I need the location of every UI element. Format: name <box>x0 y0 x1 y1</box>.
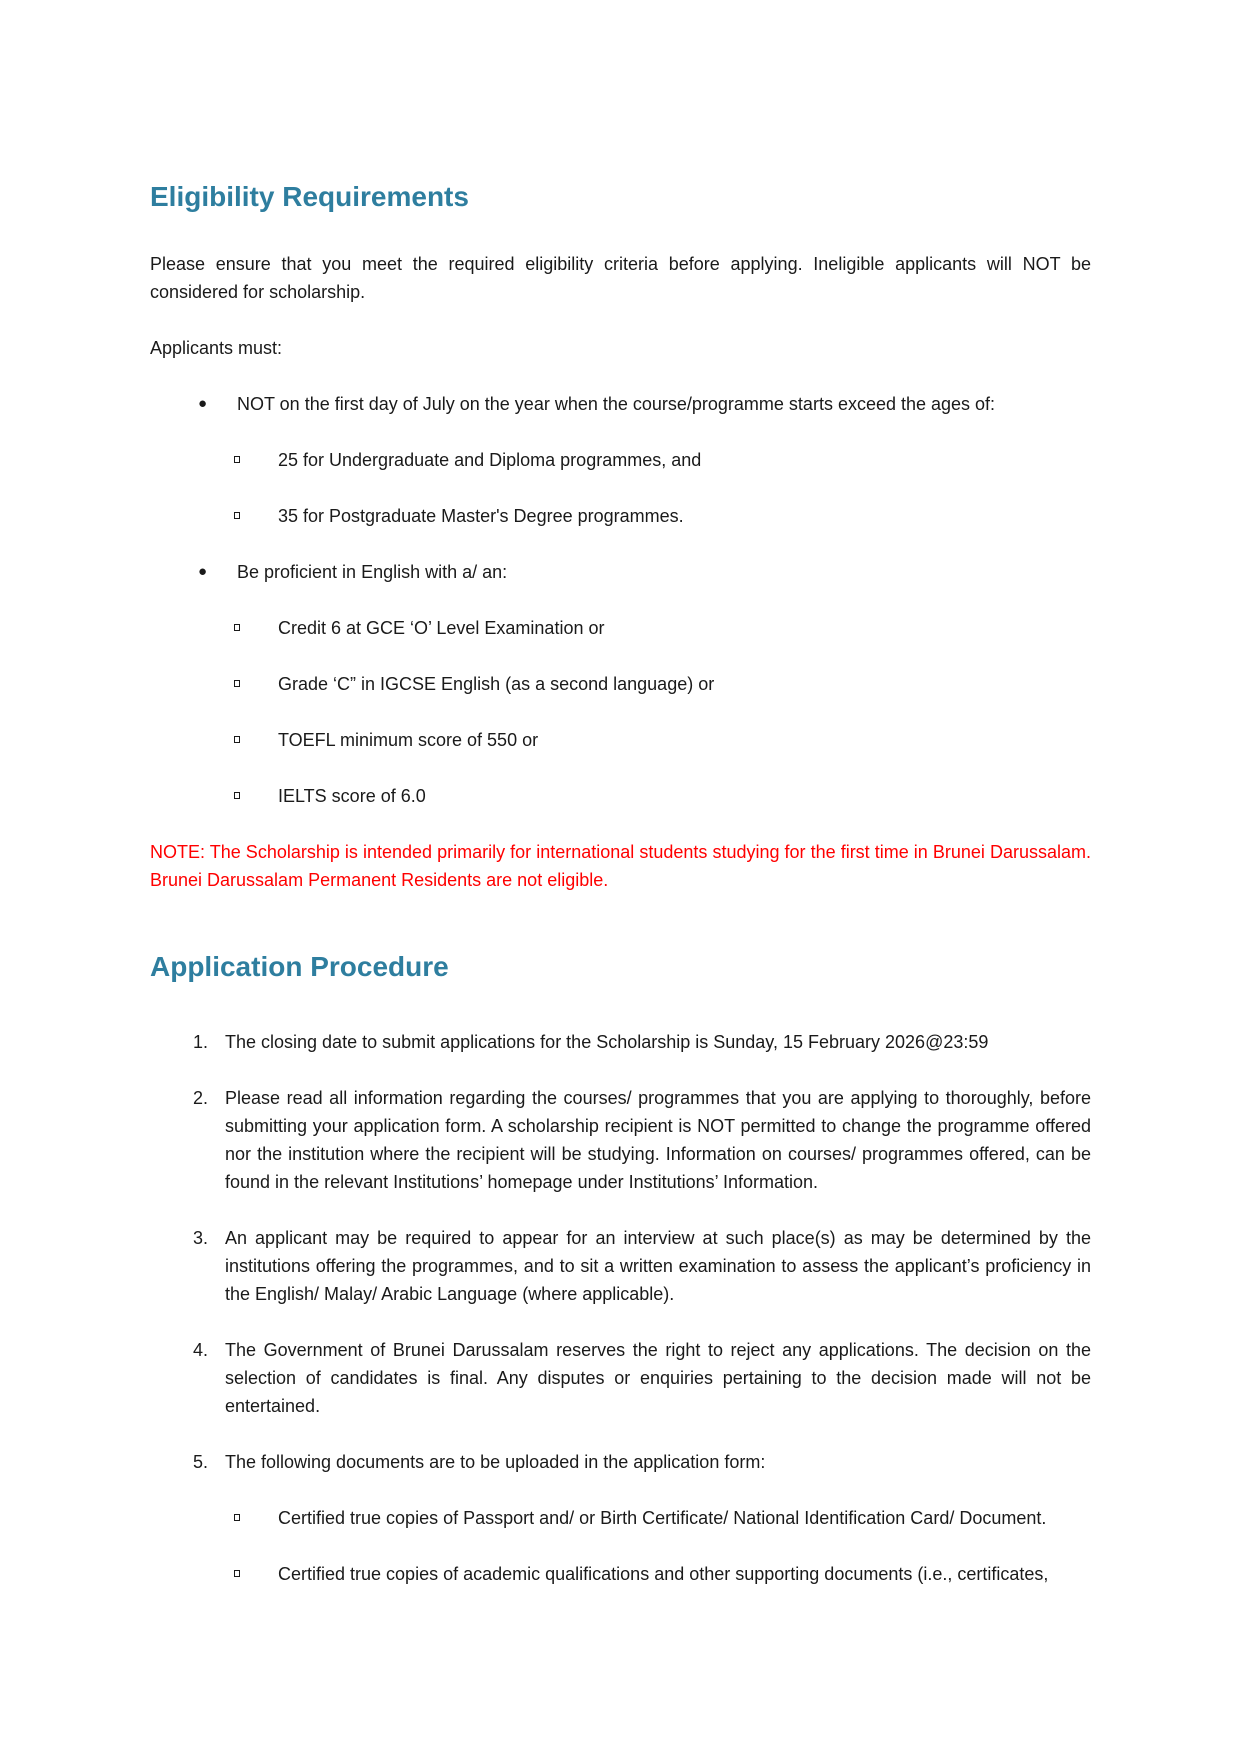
eligibility-subitem-ielts <box>150 782 1091 810</box>
list-number: 1. <box>193 1032 209 1052</box>
procedure-item-text: Please read all information regarding the courses/ programmes that you are applying to thoroughly, before submitting your application form. A scholarship recipient is NOT permitted to change the programme offered nor the institution where the recipient will be studying. Information on courses/ programmes offered, can be found in the relevant Institutions’ homepage under Institutions’ Information. <box>225 1088 1091 1192</box>
bullet-icon: ● <box>198 563 208 580</box>
square-bullet-icon <box>150 782 278 810</box>
eligibility-item-text: NOT on the first day of July on the year when the course/programme starts exceed the ages of: <box>237 394 996 414</box>
square-bullet-icon <box>150 614 278 642</box>
intro-paragraph: Please ensure that you meet the required eligibility criteria before applying. Ineligible applicants will NOT be considered for scholarship. <box>150 254 1091 302</box>
eligibility-item-age <box>150 390 1091 418</box>
eligibility-subitem-igcse <box>150 670 1091 698</box>
eligibility-subitem-text: 35 for Postgraduate Master's Degree programmes. <box>278 506 684 526</box>
procedure-item-1 <box>150 1028 1091 1056</box>
procedure-item-text: The following documents are to be uploaded in the application form: <box>225 1452 766 1472</box>
square-bullet-icon <box>150 502 278 530</box>
eligibility-subitem-text: 25 for Undergraduate and Diploma programmes, and <box>278 450 702 470</box>
eligibility-subitem-gce <box>150 614 1091 642</box>
procedure-item-2 <box>150 1084 1091 1196</box>
procedure-item-text: An applicant may be required to appear for an interview at such place(s) as may be determined by the institutions offering the programmes, and to sit a written examination to assess the applicant’s proficiency in the English/ Malay/ Arabic Language (where applicable). <box>225 1228 1091 1304</box>
note-paragraph: NOTE: The Scholarship is intended primarily for international students studying for the first time in Brunei Darussalam. Brunei Darussalam Permanent Residents are not eligible. <box>150 842 1091 890</box>
square-bullet-icon <box>150 1504 278 1532</box>
square-bullet-icon <box>150 446 278 474</box>
eligibility-subitem-toefl <box>150 726 1091 754</box>
procedure-item-5 <box>150 1448 1091 1476</box>
eligibility-subitem-age-35 <box>150 502 1091 530</box>
bullet-icon: ● <box>198 395 208 412</box>
eligibility-subitem-age-25 <box>150 446 1091 474</box>
square-bullet-icon <box>150 1560 278 1588</box>
eligibility-item-text: Be proficient in English with a/ an: <box>237 562 508 582</box>
procedure-item-text: The Government of Brunei Darussalam reserves the right to reject any applications. The decision on the selection of candidates is final. Any disputes or enquiries pertaining to the decision made will not be entertained. <box>225 1340 1091 1416</box>
eligibility-subitem-text: Credit 6 at GCE ‘O’ Level Examination or <box>278 618 605 638</box>
eligibility-subitem-text: IELTS score of 6.0 <box>278 786 426 806</box>
procedure-item-text: The closing date to submit applications for the Scholarship is Sunday, 15 February 2026@23:59 <box>225 1032 989 1052</box>
heading-eligibility-requirements: Eligibility Requirements <box>150 181 469 212</box>
applicants-must-label: Applicants must: <box>150 338 283 358</box>
procedure-item-3 <box>150 1224 1091 1308</box>
square-bullet-icon <box>150 670 278 698</box>
eligibility-subitem-text: TOEFL minimum score of 550 or <box>278 730 539 750</box>
heading-application-procedure: Application Procedure <box>150 951 449 982</box>
procedure-subitem-text: Certified true copies of academic qualifications and other supporting documents (i.e., certificates, <box>278 1564 1049 1584</box>
procedure-subitem-text: Certified true copies of Passport and/ or Birth Certificate/ National Identification Card/ Document. <box>278 1508 1047 1528</box>
procedure-subitem-passport <box>150 1504 1091 1532</box>
procedure-subitem-qualifications <box>150 1560 1091 1588</box>
eligibility-item-english <box>150 558 1091 586</box>
square-bullet-icon <box>150 726 278 754</box>
eligibility-subitem-text: Grade ‘C” in IGCSE English (as a second language) or <box>278 674 715 694</box>
list-number: 4. <box>193 1340 209 1360</box>
list-number: 3. <box>193 1228 209 1248</box>
list-number: 5. <box>193 1452 209 1472</box>
procedure-item-4 <box>150 1336 1091 1420</box>
list-number: 2. <box>193 1088 209 1108</box>
